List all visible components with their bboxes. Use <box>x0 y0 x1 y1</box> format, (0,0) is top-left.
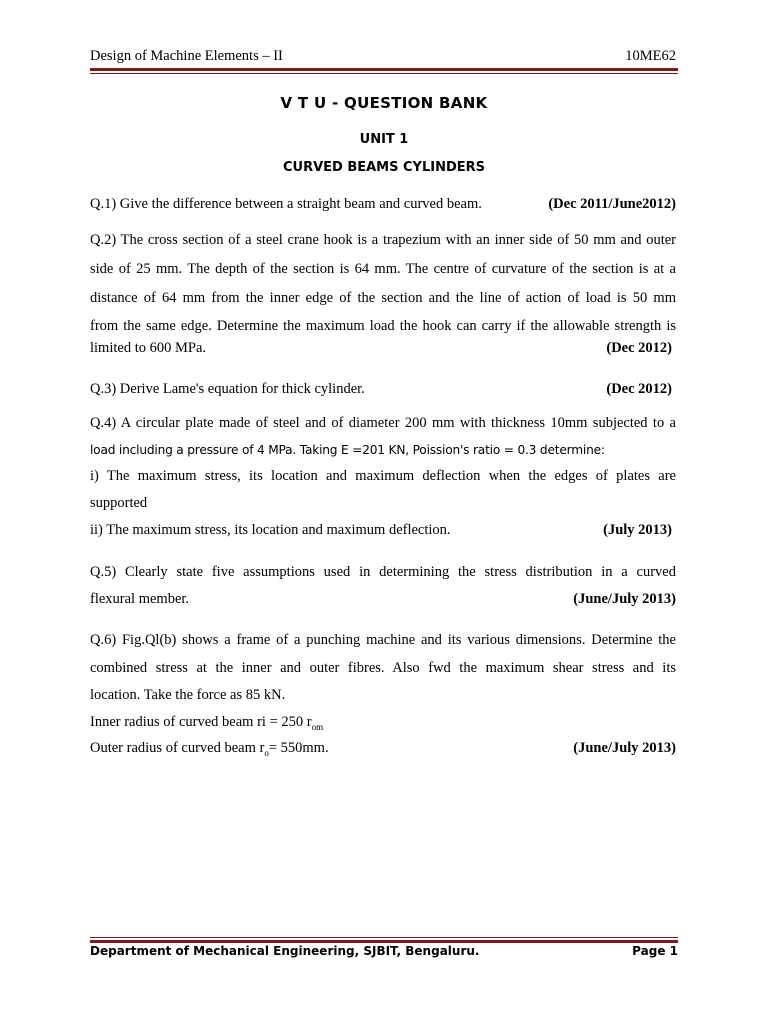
question-text: Q.2) The cross section of a steel crane hook is a trapezium with an inner side of 50 mm and outer <box>90 232 676 248</box>
header-rule-thin <box>90 73 678 74</box>
exam-date: (June/July 2013) <box>573 591 676 607</box>
inner-radius-text: Inner radius of curved beam ri = 250 r <box>90 714 312 730</box>
question-text: distance of 64 mm from the inner edge of the section and the line of action of load is 50 mm <box>90 290 676 306</box>
header-rule <box>90 68 678 71</box>
header-course-title: Design of Machine Elements – II <box>90 48 283 64</box>
outer-radius-value: = 550mm. <box>268 740 329 756</box>
question-text: ii) The maximum stress, its location and maximum deflection. <box>90 522 451 538</box>
question-text: limited to 600 MPa. <box>90 340 206 356</box>
footer-rule <box>90 940 678 943</box>
topic-heading: CURVED BEAMS CYLINDERS <box>282 160 486 175</box>
question-text: load including a pressure of 4 MPa. Taking E =201 KN, Poission's ratio = 0.3 determine: <box>90 443 605 457</box>
exam-date: (June/July 2013) <box>573 740 676 756</box>
question-text: flexural member. <box>90 591 190 607</box>
outer-radius-text <box>90 740 329 756</box>
document-title: V T U - QUESTION BANK <box>280 94 488 112</box>
subscript: o <box>264 747 269 758</box>
question-text: Q.3) Derive Lame's equation for thick cylinder. <box>90 381 365 397</box>
exam-date: (Dec 2012) <box>606 340 672 356</box>
question-text: Q.5) Clearly state five assumptions used in determining the stress distribution in a curved <box>90 564 676 580</box>
question-text: i) The maximum stress, its location and maximum deflection when the edges of plates are <box>90 468 676 484</box>
question-text: combined stress at the inner and outer fibres. Also fwd the maximum shear stress and its <box>90 660 676 676</box>
footer-rule-thin <box>90 937 678 938</box>
page-header <box>90 48 676 66</box>
question-text: Q.6) Fig.Ql(b) shows a frame of a punching machine and its various dimensions. Determine the <box>90 632 676 648</box>
unit-heading: UNIT 1 <box>359 132 409 147</box>
exam-date: (Dec 2011/June2012) <box>548 196 676 212</box>
subscript: om <box>311 721 324 732</box>
question-text: location. Take the force as 85 kN. <box>90 687 286 703</box>
question-text: from the same edge. Determine the maximum load the hook can carry if the allowable strength is <box>90 318 676 334</box>
question-text: Q.4) A circular plate made of steel and of diameter 200 mm with thickness 10mm subjected to a <box>90 415 676 431</box>
footer-department: Department of Mechanical Engineering, SJBIT, Bengaluru. <box>90 944 480 958</box>
question-text: side of 25 mm. The depth of the section is 64 mm. The centre of curvature of the section is at a <box>90 261 676 277</box>
header-course-code: 10ME62 <box>625 48 676 64</box>
outer-radius-label: Outer radius of curved beam r <box>90 740 265 756</box>
exam-date: (Dec 2012) <box>606 381 672 397</box>
footer-page-number: Page 1 <box>632 944 678 958</box>
question-text <box>90 714 676 732</box>
question-text: Q.1) Give the difference between a straight beam and curved beam. <box>90 196 482 212</box>
exam-date: (July 2013) <box>603 522 672 538</box>
question-text: supported <box>90 495 148 511</box>
